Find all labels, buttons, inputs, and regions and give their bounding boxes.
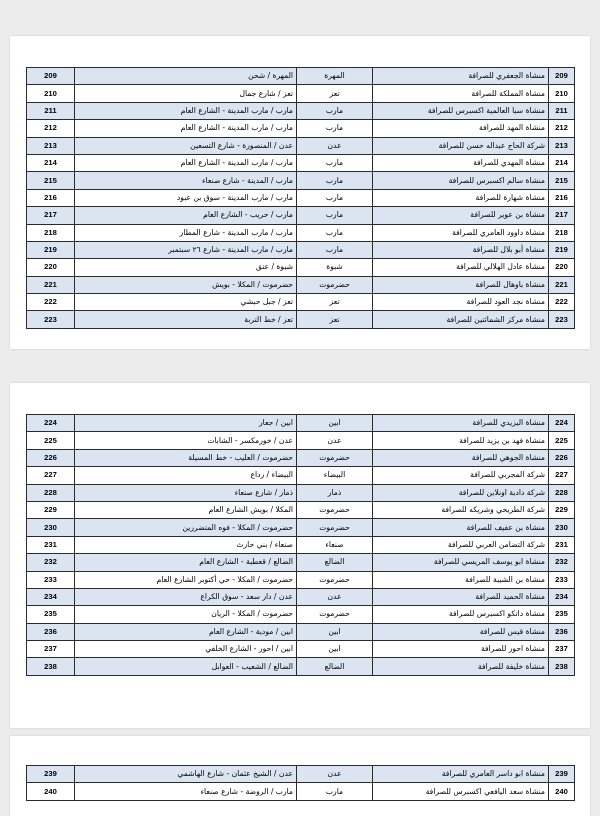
address-cell: تعز / جبل حبشي [75, 294, 297, 311]
row-number-right: 230 [27, 519, 75, 536]
address-cell: الضالع / قعطبة - الشارع العام [75, 554, 297, 571]
address-cell: عدن / الشيخ عثمان - شارع الهاشمي [75, 766, 297, 783]
table-row [27, 641, 575, 658]
governorate-cell: مارب [297, 120, 373, 137]
governorate-cell: مارب [297, 241, 373, 258]
address-cell: مارب / الروضة - شارع صنعاء [75, 783, 297, 800]
table-row [27, 207, 575, 224]
address-cell: عدن / دار سعد - سوق الكراع [75, 588, 297, 605]
row-number-right: 215 [27, 172, 75, 189]
row-number-left: 213 [549, 137, 575, 154]
governorate-cell: حضرموت [297, 606, 373, 623]
governorate-cell: البيضاء [297, 467, 373, 484]
row-number-left: 211 [549, 102, 575, 119]
table-row [27, 554, 575, 571]
row-number-right: 228 [27, 484, 75, 501]
row-number-left: 236 [549, 623, 575, 640]
row-number-left: 229 [549, 501, 575, 518]
table-row [27, 137, 575, 154]
governorate-cell: المهرة [297, 68, 373, 85]
row-number-left: 216 [549, 189, 575, 206]
row-number-right: 209 [27, 68, 75, 85]
company-name-cell: منشاة المهدي للصرافة [373, 154, 549, 171]
table-row [27, 536, 575, 553]
company-name-cell: منشاة خليفة للصرافة [373, 658, 549, 675]
table-row [27, 85, 575, 102]
row-number-left: 234 [549, 588, 575, 605]
document-page-1 [10, 36, 590, 349]
row-number-left: 223 [549, 311, 575, 328]
address-cell: مارب / مارب المدينة - شارع ٢٦ سبتمبر [75, 241, 297, 258]
table-row [27, 224, 575, 241]
governorate-cell: حضرموت [297, 571, 373, 588]
row-number-right: 222 [27, 294, 75, 311]
table-row [27, 432, 575, 449]
governorate-cell: الضالع [297, 658, 373, 675]
company-name-cell: منشاة فهد بن يزيد للصرافة [373, 432, 549, 449]
table-row [27, 154, 575, 171]
row-number-right: 231 [27, 536, 75, 553]
row-number-right: 239 [27, 766, 75, 783]
address-cell: حضرموت / المكلا - الريان [75, 606, 297, 623]
address-cell: المكلا / بويش الشارع العام [75, 501, 297, 518]
row-number-left: 215 [549, 172, 575, 189]
company-name-cell: منشاة مركز الشمائتين للصرافة [373, 311, 549, 328]
exchange-registry-table-2 [26, 414, 575, 676]
address-cell: تعز / شارع جمال [75, 85, 297, 102]
address-cell: شبوة / عتق [75, 259, 297, 276]
row-number-right: 227 [27, 467, 75, 484]
company-name-cell: شركة الحاج عبداله حسن للصرافة [373, 137, 549, 154]
address-cell: حضرموت / المكلا - فوه المتضررين [75, 519, 297, 536]
table-row [27, 606, 575, 623]
governorate-cell: شبوة [297, 259, 373, 276]
row-number-right: 234 [27, 588, 75, 605]
row-number-left: 217 [549, 207, 575, 224]
address-cell: تعز / خط التربة [75, 311, 297, 328]
governorate-cell: مارب [297, 783, 373, 800]
table-row [27, 241, 575, 258]
address-cell: مارب / مارب المدينة - سوق بن عبود [75, 189, 297, 206]
company-name-cell: منشاة نجد العود للصرافة [373, 294, 549, 311]
company-name-cell: منشاة احور للصرافة [373, 641, 549, 658]
row-number-left: 214 [549, 154, 575, 171]
governorate-cell: تعز [297, 294, 373, 311]
address-cell: مارب / مارب المدينة - الشارع العام [75, 120, 297, 137]
governorate-cell: حضرموت [297, 501, 373, 518]
address-cell: ابين / احور - الشارع الخلفي [75, 641, 297, 658]
row-number-right: 216 [27, 189, 75, 206]
row-number-left: 222 [549, 294, 575, 311]
table-row [27, 484, 575, 501]
company-name-cell: منشاة شهارة للصرافة [373, 189, 549, 206]
document-page-3 [10, 736, 590, 816]
address-cell: مارب / حريب - الشارع العام [75, 207, 297, 224]
row-number-right: 237 [27, 641, 75, 658]
table-row [27, 658, 575, 675]
governorate-cell: ذمار [297, 484, 373, 501]
row-number-left: 230 [549, 519, 575, 536]
row-number-right: 236 [27, 623, 75, 640]
address-cell: عدن / خورمكسر - الشابات [75, 432, 297, 449]
governorate-cell: ابين [297, 415, 373, 432]
governorate-cell: حضرموت [297, 449, 373, 466]
table-row [27, 783, 575, 800]
row-number-right: 240 [27, 783, 75, 800]
row-number-right: 210 [27, 85, 75, 102]
row-number-left: 225 [549, 432, 575, 449]
address-cell: المهرة / شحن [75, 68, 297, 85]
row-number-left: 210 [549, 85, 575, 102]
table-row [27, 294, 575, 311]
table-row [27, 172, 575, 189]
row-number-right: 217 [27, 207, 75, 224]
company-name-cell: منشاة داوود العامري للصرافة [373, 224, 549, 241]
row-number-left: 209 [549, 68, 575, 85]
company-name-cell: شركة المجربي للصرافة [373, 467, 549, 484]
row-number-left: 239 [549, 766, 575, 783]
row-number-left: 224 [549, 415, 575, 432]
company-name-cell: منشاة الحميد للصرافة [373, 588, 549, 605]
address-cell: مارب / مارب المدينة - شارع المطار [75, 224, 297, 241]
table-row [27, 276, 575, 293]
company-name-cell: منشاة ابو يوسف المريسي للصرافة [373, 554, 549, 571]
row-number-left: 212 [549, 120, 575, 137]
table-row [27, 501, 575, 518]
row-number-right: 224 [27, 415, 75, 432]
governorate-cell: تعز [297, 311, 373, 328]
row-number-left: 221 [549, 276, 575, 293]
company-name-cell: منشاة بن عفيف للصرافة [373, 519, 549, 536]
company-name-cell: منشاة اليزيدي للصرافة [373, 415, 549, 432]
table-row [27, 766, 575, 783]
table-row [27, 571, 575, 588]
table-row [27, 449, 575, 466]
table-row [27, 467, 575, 484]
row-number-left: 232 [549, 554, 575, 571]
company-name-cell: منشاة داتكو اكسبرس للصرافة [373, 606, 549, 623]
table-row [27, 623, 575, 640]
company-name-cell: منشاة ابو داسر العامري للصرافة [373, 766, 549, 783]
address-cell: ابين / مودية - الشارع العام [75, 623, 297, 640]
row-number-left: 218 [549, 224, 575, 241]
row-number-right: 226 [27, 449, 75, 466]
governorate-cell: ابين [297, 623, 373, 640]
row-number-right: 225 [27, 432, 75, 449]
address-cell: حضرموت / المكلا - بويش [75, 276, 297, 293]
table-row [27, 189, 575, 206]
company-name-cell: شركة دادية اونلاين للصرافة [373, 484, 549, 501]
governorate-cell: مارب [297, 224, 373, 241]
company-name-cell: منشاة المملكة للصرافة [373, 85, 549, 102]
row-number-left: 220 [549, 259, 575, 276]
row-number-left: 238 [549, 658, 575, 675]
row-number-right: 232 [27, 554, 75, 571]
row-number-left: 240 [549, 783, 575, 800]
company-name-cell: منشاة سعد اليافعي اكسبرس للصرافة [373, 783, 549, 800]
table-row [27, 120, 575, 137]
row-number-left: 237 [549, 641, 575, 658]
address-cell: صنعاء / بني حارث [75, 536, 297, 553]
row-number-right: 229 [27, 501, 75, 518]
row-number-left: 233 [549, 571, 575, 588]
table-row [27, 259, 575, 276]
exchange-registry-table-1 [26, 67, 575, 329]
company-name-cell: منشاة عادل الهلالي للصرافة [373, 259, 549, 276]
governorate-cell: عدن [297, 588, 373, 605]
table-row [27, 588, 575, 605]
governorate-cell: ابين [297, 641, 373, 658]
row-number-right: 233 [27, 571, 75, 588]
company-name-cell: شركة التضامن العربي للصرافة [373, 536, 549, 553]
table-row [27, 102, 575, 119]
row-number-right: 220 [27, 259, 75, 276]
row-number-left: 231 [549, 536, 575, 553]
governorate-cell: صنعاء [297, 536, 373, 553]
row-number-right: 211 [27, 102, 75, 119]
address-cell: ابين / جعار [75, 415, 297, 432]
document-page-2 [10, 383, 590, 728]
company-name-cell: منشاة سالم اكسبرس للصرافة [373, 172, 549, 189]
governorate-cell: الضالع [297, 554, 373, 571]
governorate-cell: تعز [297, 85, 373, 102]
governorate-cell: حضرموت [297, 519, 373, 536]
row-number-right: 212 [27, 120, 75, 137]
governorate-cell: عدن [297, 766, 373, 783]
row-number-right: 235 [27, 606, 75, 623]
row-number-right: 238 [27, 658, 75, 675]
company-name-cell: منشاة المهد للصرافة [373, 120, 549, 137]
governorate-cell: عدن [297, 432, 373, 449]
row-number-right: 214 [27, 154, 75, 171]
row-number-left: 226 [549, 449, 575, 466]
governorate-cell: حضرموت [297, 276, 373, 293]
table-row [27, 415, 575, 432]
address-cell: الضالع / الشعيب - العوابل [75, 658, 297, 675]
company-name-cell: منشاة بن عوير للصرافة [373, 207, 549, 224]
company-name-cell: منشاة أبو بلال للصرافة [373, 241, 549, 258]
address-cell: حضرموت / العليب - خط المسيلة [75, 449, 297, 466]
table-row [27, 311, 575, 328]
table-row [27, 519, 575, 536]
address-cell: البيضاء / رداع [75, 467, 297, 484]
company-name-cell: منشاة الجوهي للصرافة [373, 449, 549, 466]
company-name-cell: منشاة الجعفري للصرافة [373, 68, 549, 85]
row-number-left: 228 [549, 484, 575, 501]
governorate-cell: مارب [297, 102, 373, 119]
address-cell: مارب / مارب المدينة - الشارع العام [75, 154, 297, 171]
row-number-right: 219 [27, 241, 75, 258]
address-cell: مارب / مارب المدينة - الشارع العام [75, 102, 297, 119]
governorate-cell: مارب [297, 172, 373, 189]
row-number-right: 218 [27, 224, 75, 241]
row-number-right: 213 [27, 137, 75, 154]
row-number-right: 221 [27, 276, 75, 293]
address-cell: عدن / المنصورة - شارع التسعين [75, 137, 297, 154]
governorate-cell: مارب [297, 154, 373, 171]
company-name-cell: منشاة قيس للصرافة [373, 623, 549, 640]
row-number-left: 227 [549, 467, 575, 484]
company-name-cell: منشاة بن الشيبة للصرافة [373, 571, 549, 588]
address-cell: ذمار / شارع صنعاء [75, 484, 297, 501]
address-cell: حضرموت / المكلا - حي أكتوبر الشارع العام [75, 571, 297, 588]
governorate-cell: مارب [297, 207, 373, 224]
address-cell: مارب / المدينة - شارع صنعاء [75, 172, 297, 189]
company-name-cell: منشاة باوهال للصرافة [373, 276, 549, 293]
company-name-cell: منشاة سبا العالمية اكسبرس للصرافة [373, 102, 549, 119]
row-number-left: 219 [549, 241, 575, 258]
governorate-cell: مارب [297, 189, 373, 206]
row-number-left: 235 [549, 606, 575, 623]
row-number-right: 223 [27, 311, 75, 328]
exchange-registry-table-3 [26, 765, 575, 801]
governorate-cell: عدن [297, 137, 373, 154]
company-name-cell: شركة الطريحي وشريكه للصرافة [373, 501, 549, 518]
table-row [27, 68, 575, 85]
